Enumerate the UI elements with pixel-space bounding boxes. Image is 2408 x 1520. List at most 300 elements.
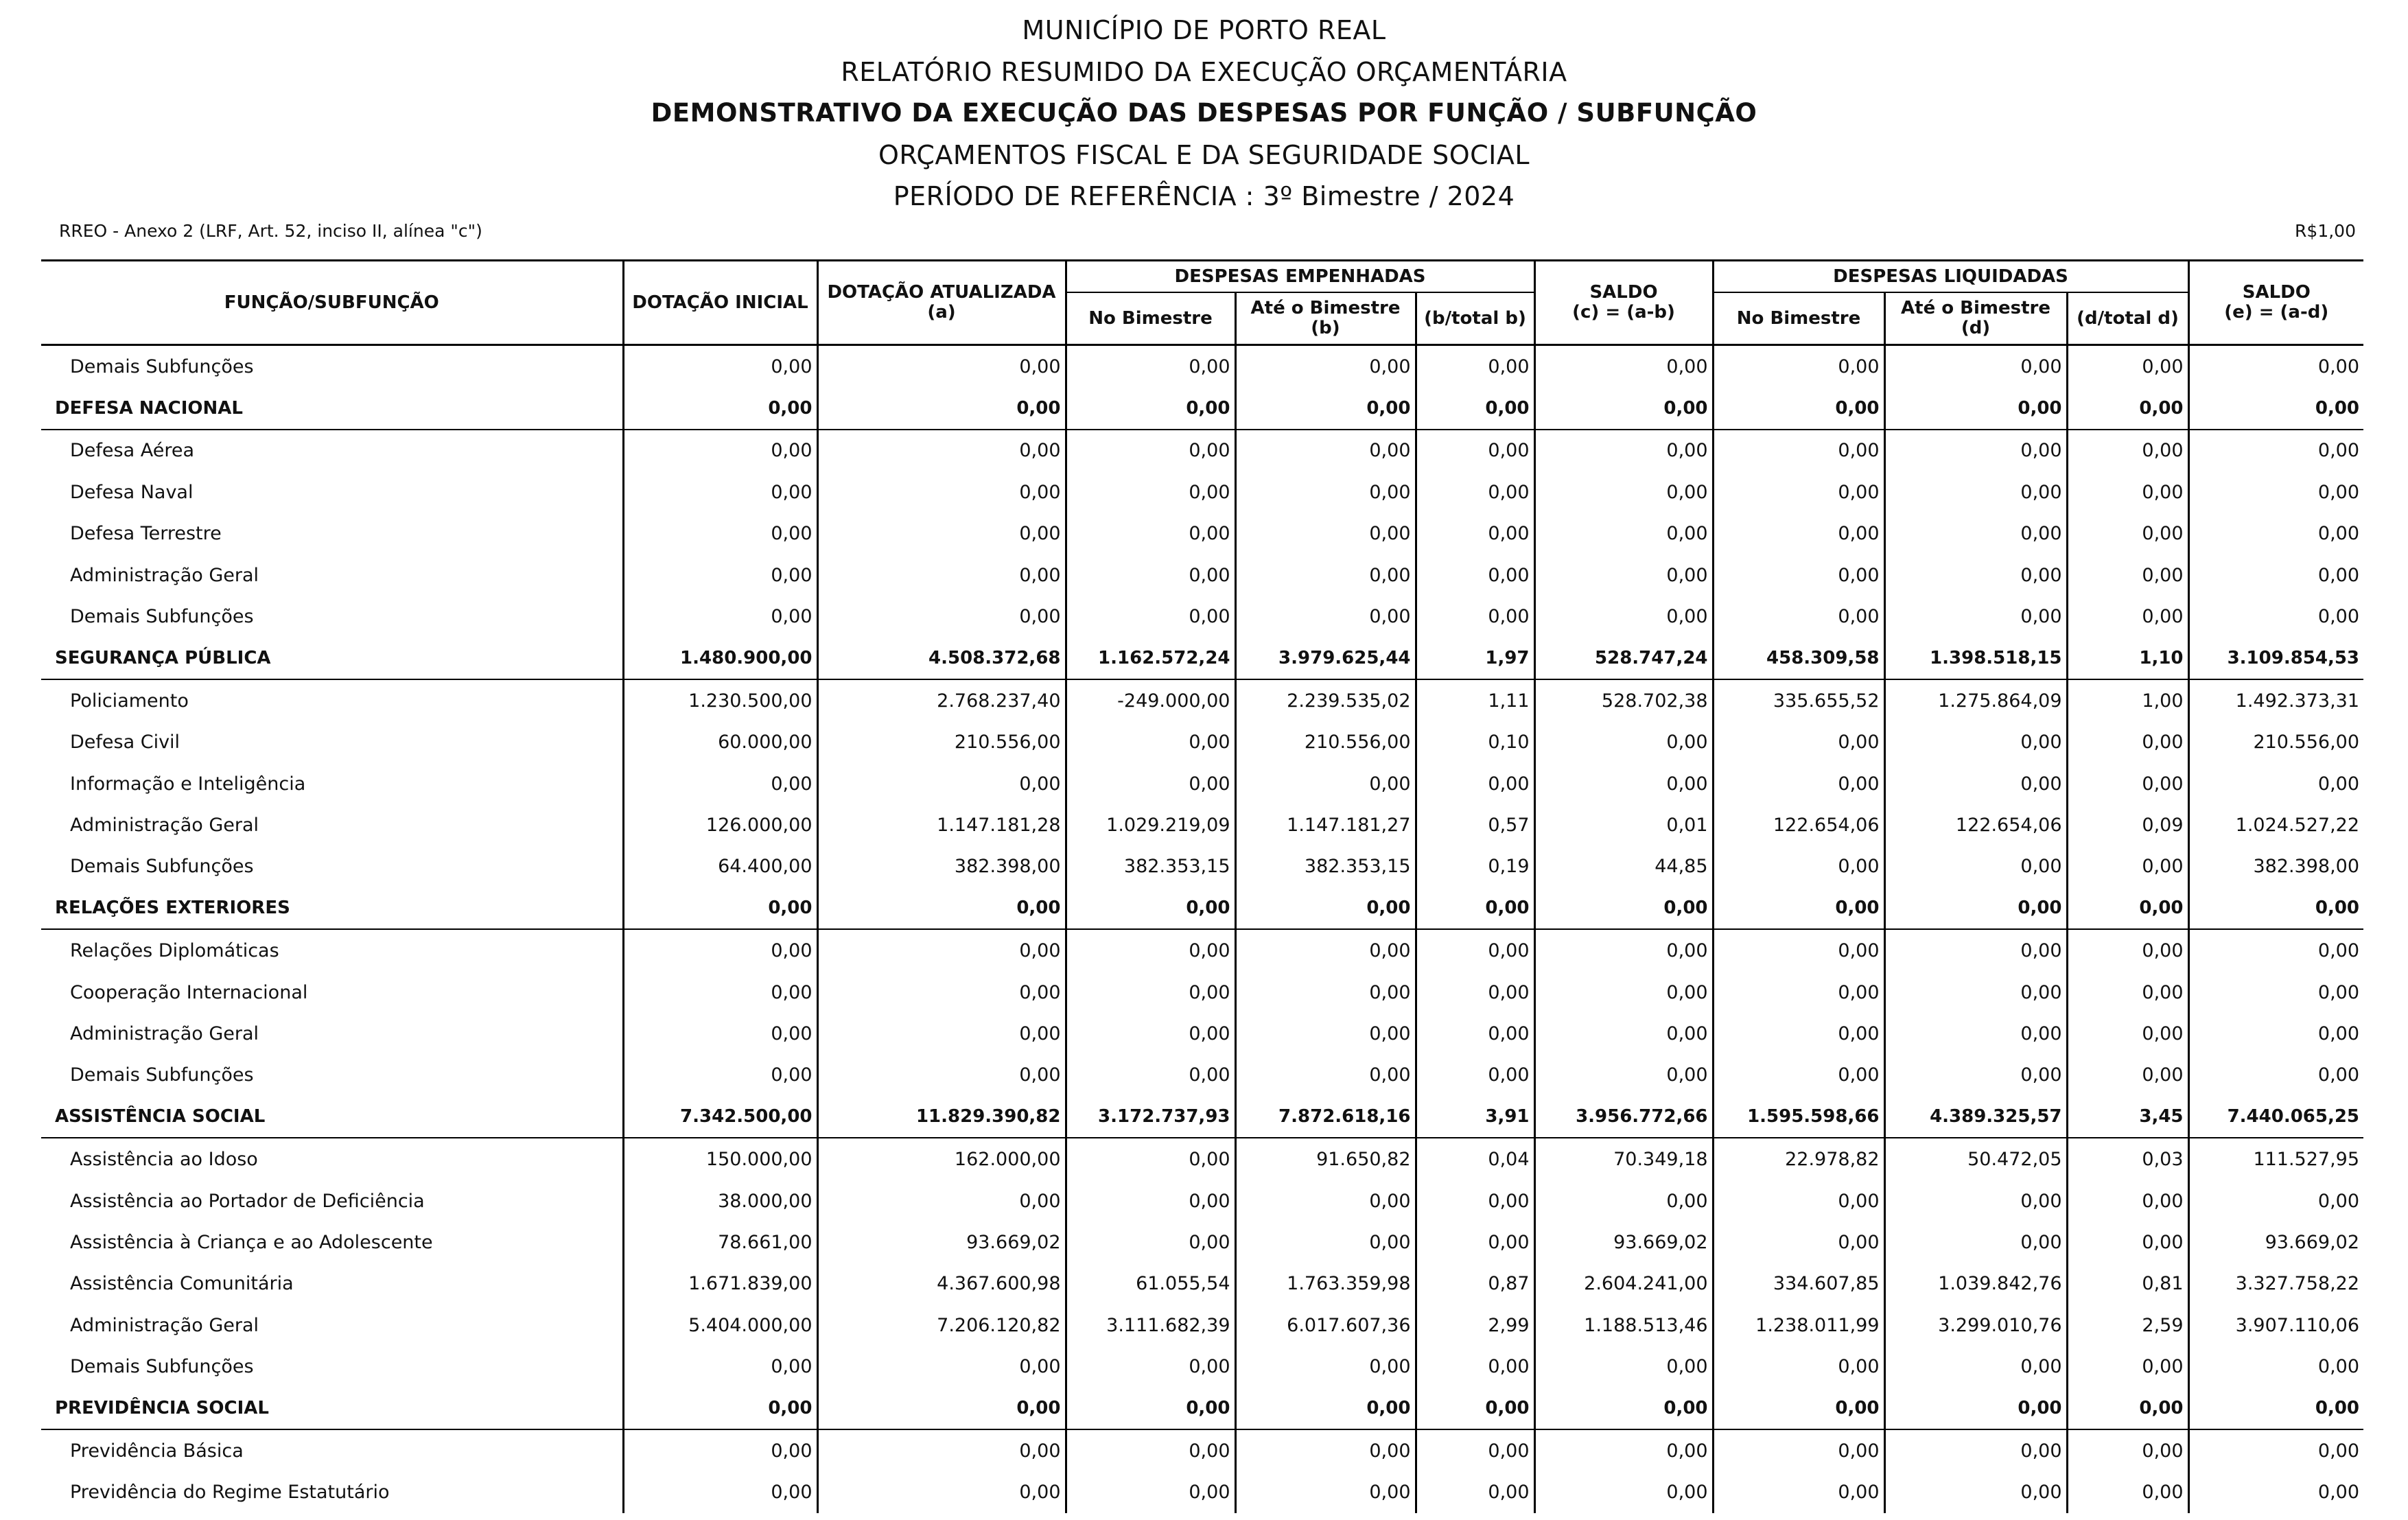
- row-value: 2.768.237,40: [817, 679, 1066, 721]
- subfunction-row: [41, 1221, 2363, 1263]
- row-value: 0,00: [1534, 763, 1713, 804]
- report-header: [0, 10, 2408, 218]
- row-label: PREVIDÊNCIA SOCIAL: [41, 1388, 623, 1429]
- row-value: 0,00: [1235, 430, 1416, 471]
- row-value: 0,00: [1713, 972, 1884, 1013]
- row-value: 22.978,82: [1713, 1138, 1884, 1180]
- row-value: 382.353,15: [1235, 846, 1416, 887]
- col-group-empenhadas: DESPESAS EMPENHADAS: [1066, 261, 1534, 293]
- row-value: 1,11: [1416, 679, 1534, 721]
- row-label: Defesa Terrestre: [70, 523, 222, 545]
- row-value: 0,00: [1713, 1472, 1884, 1513]
- row-value: 0,00: [1534, 887, 1713, 929]
- row-value: 0,00: [2067, 1221, 2188, 1263]
- row-value: 0,00: [2188, 763, 2363, 804]
- row-value: 1.147.181,27: [1235, 804, 1416, 845]
- row-value: 0,00: [2067, 1429, 2188, 1471]
- subfunction-row: [41, 972, 2363, 1013]
- subfunction-row: [41, 679, 2363, 721]
- subfunction-row: [41, 345, 2363, 388]
- row-value: 0,00: [817, 1388, 1066, 1429]
- row-label: Administração Geral: [70, 814, 259, 836]
- row-value: 0,00: [1884, 929, 2067, 971]
- row-value: 0,00: [817, 972, 1066, 1013]
- row-value: 0,00: [2067, 1472, 2188, 1513]
- row-value: 0,00: [2067, 1013, 2188, 1054]
- row-value: 0,00: [1235, 596, 1416, 637]
- row-value: 3,91: [1416, 1096, 1534, 1138]
- subfunction-row: [41, 430, 2363, 471]
- row-value: 0,00: [2188, 1429, 2363, 1471]
- row-value: 210.556,00: [2188, 722, 2363, 763]
- row-label: Demais Subfunções: [70, 606, 254, 628]
- col-group-liquidadas: DESPESAS LIQUIDADAS: [1713, 261, 2188, 293]
- row-value: 0,00: [1416, 1013, 1534, 1054]
- row-value: 0,00: [623, 1055, 817, 1096]
- row-value: 335.655,52: [1713, 679, 1884, 721]
- row-value: 1.029.219,09: [1066, 804, 1235, 845]
- row-value: 0,00: [2067, 430, 2188, 471]
- row-value: 126.000,00: [623, 804, 817, 845]
- row-value: 0,00: [1235, 887, 1416, 929]
- row-value: 0,00: [817, 430, 1066, 471]
- row-value: 0,00: [623, 345, 817, 388]
- row-value: 334.607,85: [1713, 1263, 1884, 1305]
- row-value: 0,00: [1884, 513, 2067, 554]
- row-value: 210.556,00: [817, 722, 1066, 763]
- function-row: [41, 1096, 2363, 1138]
- row-value: 0,00: [2067, 471, 2188, 513]
- row-value: 0,00: [817, 929, 1066, 971]
- row-value: 0,00: [1534, 596, 1713, 637]
- row-value: 0,00: [817, 345, 1066, 388]
- row-value: 0,00: [1416, 1346, 1534, 1387]
- row-value: 61.055,54: [1066, 1263, 1235, 1305]
- subfunction-row: [41, 471, 2363, 513]
- row-value: 0,00: [2188, 471, 2363, 513]
- row-value: 0,00: [1884, 1472, 2067, 1513]
- row-value: 0,00: [1416, 1472, 1534, 1513]
- row-value: 2.604.241,00: [1534, 1263, 1713, 1305]
- row-value: 0,00: [1884, 345, 2067, 388]
- row-value: 0,00: [1884, 1429, 2067, 1471]
- row-value: 111.527,95: [2188, 1138, 2363, 1180]
- row-value: 0,00: [1235, 763, 1416, 804]
- row-value: 0,00: [2067, 513, 2188, 554]
- row-value: 0,00: [1534, 722, 1713, 763]
- row-value: 0,00: [1534, 554, 1713, 596]
- row-value: 0,00: [1235, 1472, 1416, 1513]
- row-value: 0,00: [1713, 722, 1884, 763]
- row-value: 2,99: [1416, 1305, 1534, 1346]
- row-value: 3.299.010,76: [1884, 1305, 2067, 1346]
- row-label: Demais Subfunções: [70, 1064, 254, 1086]
- row-label: Policiamento: [70, 690, 189, 712]
- row-value: 11.829.390,82: [817, 1096, 1066, 1138]
- row-value: 5.404.000,00: [623, 1305, 817, 1346]
- row-value: 0,00: [1066, 1429, 1235, 1471]
- row-value: 0,00: [1884, 763, 2067, 804]
- row-value: 0,00: [1534, 972, 1713, 1013]
- row-value: 0,00: [2188, 596, 2363, 637]
- row-value: 0,00: [1416, 1388, 1534, 1429]
- row-value: 0,87: [1416, 1263, 1534, 1305]
- row-value: 0,00: [1066, 1346, 1235, 1387]
- col-no-bimestre-empenhadas: No Bimestre: [1066, 292, 1235, 345]
- col-dotacao-atualizada-label: DOTAÇÃO ATUALIZADA (a): [827, 282, 1056, 323]
- row-value: 0,00: [1884, 1055, 2067, 1096]
- row-value: 0,00: [1235, 1388, 1416, 1429]
- function-row: [41, 638, 2363, 679]
- col-dotacao-atualizada: [817, 261, 1066, 345]
- row-value: 0,00: [2067, 1055, 2188, 1096]
- row-value: 3,45: [2067, 1096, 2188, 1138]
- row-value: 0,03: [2067, 1138, 2188, 1180]
- row-value: 0,09: [2067, 804, 2188, 845]
- row-value: 0,00: [1416, 430, 1534, 471]
- annex-reference: RREO - Anexo 2 (LRF, Art. 52, inciso II, alínea "c"): [59, 221, 482, 241]
- row-value: 0,00: [1713, 1221, 1884, 1263]
- row-value: 0,00: [1534, 471, 1713, 513]
- row-value: 2.239.535,02: [1235, 679, 1416, 721]
- col-dotacao-inicial: DOTAÇÃO INICIAL: [623, 261, 817, 345]
- row-value: 4.508.372,68: [817, 638, 1066, 679]
- row-value: 0,00: [623, 596, 817, 637]
- row-value: 1.147.181,28: [817, 804, 1066, 845]
- row-value: 0,00: [1884, 554, 2067, 596]
- row-value: 0,00: [1534, 929, 1713, 971]
- row-value: 0,00: [1534, 1472, 1713, 1513]
- row-value: 3.327.758,22: [2188, 1263, 2363, 1305]
- row-value: 1.238.011,99: [1713, 1305, 1884, 1346]
- row-value: 210.556,00: [1235, 722, 1416, 763]
- row-value: 70.349,18: [1534, 1138, 1713, 1180]
- row-value: 0,00: [623, 471, 817, 513]
- row-value: 64.400,00: [623, 846, 817, 887]
- row-label: Assistência Comunitária: [70, 1273, 294, 1295]
- row-value: 382.398,00: [817, 846, 1066, 887]
- row-value: 0,00: [623, 1013, 817, 1054]
- col-d-total: (d/total d): [2067, 292, 2188, 345]
- row-value: 528.702,38: [1534, 679, 1713, 721]
- row-value: 0,00: [1066, 887, 1235, 929]
- row-value: 0,01: [1534, 804, 1713, 845]
- row-value: 0,00: [2067, 1180, 2188, 1221]
- row-value: 0,00: [623, 1346, 817, 1387]
- row-value: 0,00: [1713, 554, 1884, 596]
- row-value: 162.000,00: [817, 1138, 1066, 1180]
- row-value: 44,85: [1534, 846, 1713, 887]
- row-value: 0,00: [1534, 1013, 1713, 1054]
- row-label: Demais Subfunções: [70, 1356, 254, 1378]
- row-value: 458.309,58: [1713, 638, 1884, 679]
- row-value: 0,00: [2188, 430, 2363, 471]
- budget-scope: ORÇAMENTOS FISCAL E DA SEGURIDADE SOCIAL: [878, 139, 1530, 170]
- row-value: 0,00: [1713, 1429, 1884, 1471]
- subfunction-row: [41, 1472, 2363, 1513]
- row-value: 0,00: [1066, 1055, 1235, 1096]
- municipality-title: MUNICÍPIO DE PORTO REAL: [1022, 15, 1386, 45]
- row-value: 0,00: [1235, 1221, 1416, 1263]
- row-value: 1.671.839,00: [623, 1263, 817, 1305]
- row-value: 0,00: [1884, 1346, 2067, 1387]
- row-value: 0,00: [1884, 430, 2067, 471]
- row-value: 0,00: [1235, 1180, 1416, 1221]
- row-value: 0,00: [1534, 1055, 1713, 1096]
- row-value: 0,00: [1534, 1388, 1713, 1429]
- row-value: 0,81: [2067, 1263, 2188, 1305]
- row-label: Administração Geral: [70, 1314, 259, 1336]
- row-value: 0,00: [623, 929, 817, 971]
- row-value: 3.172.737,93: [1066, 1096, 1235, 1138]
- row-value: 0,00: [1884, 387, 2067, 429]
- row-value: 0,00: [1066, 1013, 1235, 1054]
- row-value: 0,00: [623, 387, 817, 429]
- row-value: 0,00: [1235, 1055, 1416, 1096]
- row-value: 7.872.618,16: [1235, 1096, 1416, 1138]
- row-value: 0,00: [2067, 846, 2188, 887]
- row-value: 382.353,15: [1066, 846, 1235, 887]
- row-value: 0,00: [1713, 929, 1884, 971]
- row-value: 0,00: [2067, 554, 2188, 596]
- row-value: 0,00: [1066, 554, 1235, 596]
- row-value: 0,00: [623, 763, 817, 804]
- row-value: 0,00: [1713, 763, 1884, 804]
- statement-title: DEMONSTRATIVO DA EXECUÇÃO DAS DESPESAS POR FUNÇÃO / SUBFUNÇÃO: [651, 98, 1757, 128]
- row-value: 0,00: [1066, 430, 1235, 471]
- row-value: 0,00: [1416, 471, 1534, 513]
- row-value: 2,59: [2067, 1305, 2188, 1346]
- row-value: 0,00: [2067, 1388, 2188, 1429]
- row-value: 0,00: [1066, 345, 1235, 388]
- row-value: 3.907.110,06: [2188, 1305, 2363, 1346]
- row-value: 0,00: [1416, 887, 1534, 929]
- row-value: 382.398,00: [2188, 846, 2363, 887]
- subfunction-row: [41, 1263, 2363, 1305]
- row-value: 3.109.854,53: [2188, 638, 2363, 679]
- row-value: 0,00: [1235, 345, 1416, 388]
- subfunction-row: [41, 1429, 2363, 1471]
- row-label: Previdência do Regime Estatutário: [70, 1482, 390, 1504]
- row-value: 0,57: [1416, 804, 1534, 845]
- row-value: 3.111.682,39: [1066, 1305, 1235, 1346]
- row-value: 0,00: [2188, 1013, 2363, 1054]
- row-value: 0,00: [1235, 387, 1416, 429]
- row-label: Previdência Básica: [70, 1440, 244, 1462]
- row-value: 0,00: [1416, 1429, 1534, 1471]
- row-value: 0,00: [1534, 1180, 1713, 1221]
- row-value: 0,00: [1534, 345, 1713, 388]
- table-body: [41, 345, 2363, 1513]
- row-value: 1.024.527,22: [2188, 804, 2363, 845]
- row-value: 50.472,05: [1884, 1138, 2067, 1180]
- subfunction-row: [41, 1346, 2363, 1387]
- subfunction-row: [41, 1305, 2363, 1346]
- subfunction-row: [41, 846, 2363, 887]
- subfunction-row: [41, 554, 2363, 596]
- row-value: 0,00: [1416, 1221, 1534, 1263]
- row-value: 0,00: [1235, 554, 1416, 596]
- row-label: Demais Subfunções: [70, 856, 254, 878]
- row-value: 0,00: [1416, 929, 1534, 971]
- col-ate-bimestre-d: [1884, 292, 2067, 345]
- row-value: 0,00: [1416, 596, 1534, 637]
- row-value: 0,00: [1534, 387, 1713, 429]
- row-value: 1.595.598,66: [1713, 1096, 1884, 1138]
- row-value: 0,00: [1066, 513, 1235, 554]
- subfunction-row: [41, 1055, 2363, 1096]
- row-value: 1,97: [1416, 638, 1534, 679]
- row-value: 1.162.572,24: [1066, 638, 1235, 679]
- col-ate-bimestre-b-label: Até o Bimestre (b): [1250, 298, 1401, 338]
- row-value: -249.000,00: [1066, 679, 1235, 721]
- row-value: 0,00: [1066, 929, 1235, 971]
- report-title: RELATÓRIO RESUMIDO DA EXECUÇÃO ORÇAMENTÁRIA: [841, 56, 1567, 87]
- subfunction-row: [41, 929, 2363, 971]
- row-value: 0,00: [1713, 1180, 1884, 1221]
- row-value: 0,00: [1235, 513, 1416, 554]
- subfunction-row: [41, 1138, 2363, 1180]
- row-value: 1.763.359,98: [1235, 1263, 1416, 1305]
- row-value: 0,00: [1534, 513, 1713, 554]
- row-value: 0,04: [1416, 1138, 1534, 1180]
- row-value: 0,00: [817, 387, 1066, 429]
- row-value: 0,00: [1066, 972, 1235, 1013]
- row-value: 78.661,00: [623, 1221, 817, 1263]
- row-value: 150.000,00: [623, 1138, 817, 1180]
- row-value: 0,00: [1713, 387, 1884, 429]
- row-value: 0,00: [1066, 471, 1235, 513]
- row-label: Administração Geral: [70, 564, 259, 586]
- row-value: 0,00: [1066, 596, 1235, 637]
- row-value: 0,00: [1066, 387, 1235, 429]
- col-ate-bimestre-d-label: Até o Bimestre (d): [1901, 298, 2050, 338]
- row-value: 0,00: [623, 972, 817, 1013]
- row-value: 0,00: [2067, 887, 2188, 929]
- row-value: 0,00: [817, 513, 1066, 554]
- row-value: 0,00: [623, 554, 817, 596]
- row-label: Demais Subfunções: [70, 355, 254, 377]
- subfunction-row: [41, 596, 2363, 637]
- row-value: 0,00: [2188, 513, 2363, 554]
- row-value: 0,00: [817, 1346, 1066, 1387]
- row-value: 93.669,02: [817, 1221, 1066, 1263]
- row-label: Relações Diplomáticas: [70, 940, 279, 962]
- row-value: 0,00: [1066, 763, 1235, 804]
- row-value: 0,00: [2067, 387, 2188, 429]
- row-value: 1.492.373,31: [2188, 679, 2363, 721]
- row-value: 0,00: [1884, 1388, 2067, 1429]
- row-value: 0,00: [817, 554, 1066, 596]
- row-value: 0,00: [1066, 1221, 1235, 1263]
- row-value: 7.342.500,00: [623, 1096, 817, 1138]
- row-value: 0,00: [1416, 1180, 1534, 1221]
- row-value: 0,00: [1534, 1429, 1713, 1471]
- row-label: Assistência ao Portador de Deficiência: [70, 1190, 425, 1212]
- row-value: 0,00: [1713, 1346, 1884, 1387]
- row-value: 0,00: [1884, 972, 2067, 1013]
- row-value: 0,00: [2188, 972, 2363, 1013]
- row-value: 0,00: [1884, 887, 2067, 929]
- row-value: 0,00: [817, 1429, 1066, 1471]
- row-value: 0,00: [1416, 345, 1534, 388]
- col-saldo-e: [2188, 261, 2363, 345]
- row-value: 0,00: [623, 1472, 817, 1513]
- row-label: DEFESA NACIONAL: [41, 387, 623, 429]
- row-value: 1.188.513,46: [1534, 1305, 1713, 1346]
- row-value: 3.979.625,44: [1235, 638, 1416, 679]
- row-value: 0,00: [1884, 471, 2067, 513]
- row-value: 0,00: [2188, 345, 2363, 388]
- row-value: 0,00: [1066, 722, 1235, 763]
- row-value: 0,00: [1713, 513, 1884, 554]
- row-value: 0,00: [817, 1180, 1066, 1221]
- col-no-bimestre-liquidadas: No Bimestre: [1713, 292, 1884, 345]
- row-value: 0,00: [2188, 387, 2363, 429]
- row-value: 0,00: [2067, 345, 2188, 388]
- row-value: 0,00: [1066, 1388, 1235, 1429]
- row-label: Cooperação Internacional: [70, 981, 308, 1003]
- subfunction-row: [41, 513, 2363, 554]
- row-value: 0,00: [1713, 471, 1884, 513]
- col-ate-bimestre-b: [1235, 292, 1416, 345]
- row-value: 38.000,00: [623, 1180, 817, 1221]
- subfunction-row: [41, 804, 2363, 845]
- row-value: 93.669,02: [2188, 1221, 2363, 1263]
- row-value: 1.039.842,76: [1884, 1263, 2067, 1305]
- row-value: 0,00: [1066, 1472, 1235, 1513]
- row-value: 0,10: [1416, 722, 1534, 763]
- row-value: 0,00: [1713, 430, 1884, 471]
- row-value: 0,00: [817, 1472, 1066, 1513]
- row-value: 0,00: [1884, 1013, 2067, 1054]
- row-value: 0,00: [1534, 1346, 1713, 1387]
- row-value: 4.367.600,98: [817, 1263, 1066, 1305]
- row-value: 0,00: [1235, 929, 1416, 971]
- row-value: 3.956.772,66: [1534, 1096, 1713, 1138]
- row-value: 0,00: [1884, 1221, 2067, 1263]
- row-label: Administração Geral: [70, 1022, 259, 1044]
- row-value: 122.654,06: [1884, 804, 2067, 845]
- row-value: 0,00: [623, 1388, 817, 1429]
- col-saldo-c: [1534, 261, 1713, 345]
- row-value: 0,00: [2067, 972, 2188, 1013]
- row-value: 0,00: [1235, 1013, 1416, 1054]
- currency-unit: R$1,00: [2295, 221, 2356, 241]
- row-label: SEGURANÇA PÚBLICA: [41, 638, 623, 679]
- row-value: 0,00: [2188, 1346, 2363, 1387]
- row-value: 0,19: [1416, 846, 1534, 887]
- row-value: 1.230.500,00: [623, 679, 817, 721]
- row-value: 0,00: [2067, 1346, 2188, 1387]
- row-value: 528.747,24: [1534, 638, 1713, 679]
- row-value: 7.206.120,82: [817, 1305, 1066, 1346]
- row-value: 0,00: [2067, 596, 2188, 637]
- row-value: 0,00: [1416, 1055, 1534, 1096]
- row-value: 0,00: [1713, 1388, 1884, 1429]
- row-label: ASSISTÊNCIA SOCIAL: [41, 1096, 623, 1138]
- row-value: 0,00: [623, 1429, 817, 1471]
- row-value: 0,00: [2067, 722, 2188, 763]
- row-value: 1.480.900,00: [623, 638, 817, 679]
- row-label: RELAÇÕES EXTERIORES: [41, 887, 623, 929]
- row-label: Assistência ao Idoso: [70, 1149, 258, 1171]
- row-value: 0,00: [1235, 471, 1416, 513]
- row-value: 1.398.518,15: [1884, 638, 2067, 679]
- row-value: 0,00: [1884, 1180, 2067, 1221]
- row-value: 0,00: [1416, 763, 1534, 804]
- row-value: 0,00: [1534, 430, 1713, 471]
